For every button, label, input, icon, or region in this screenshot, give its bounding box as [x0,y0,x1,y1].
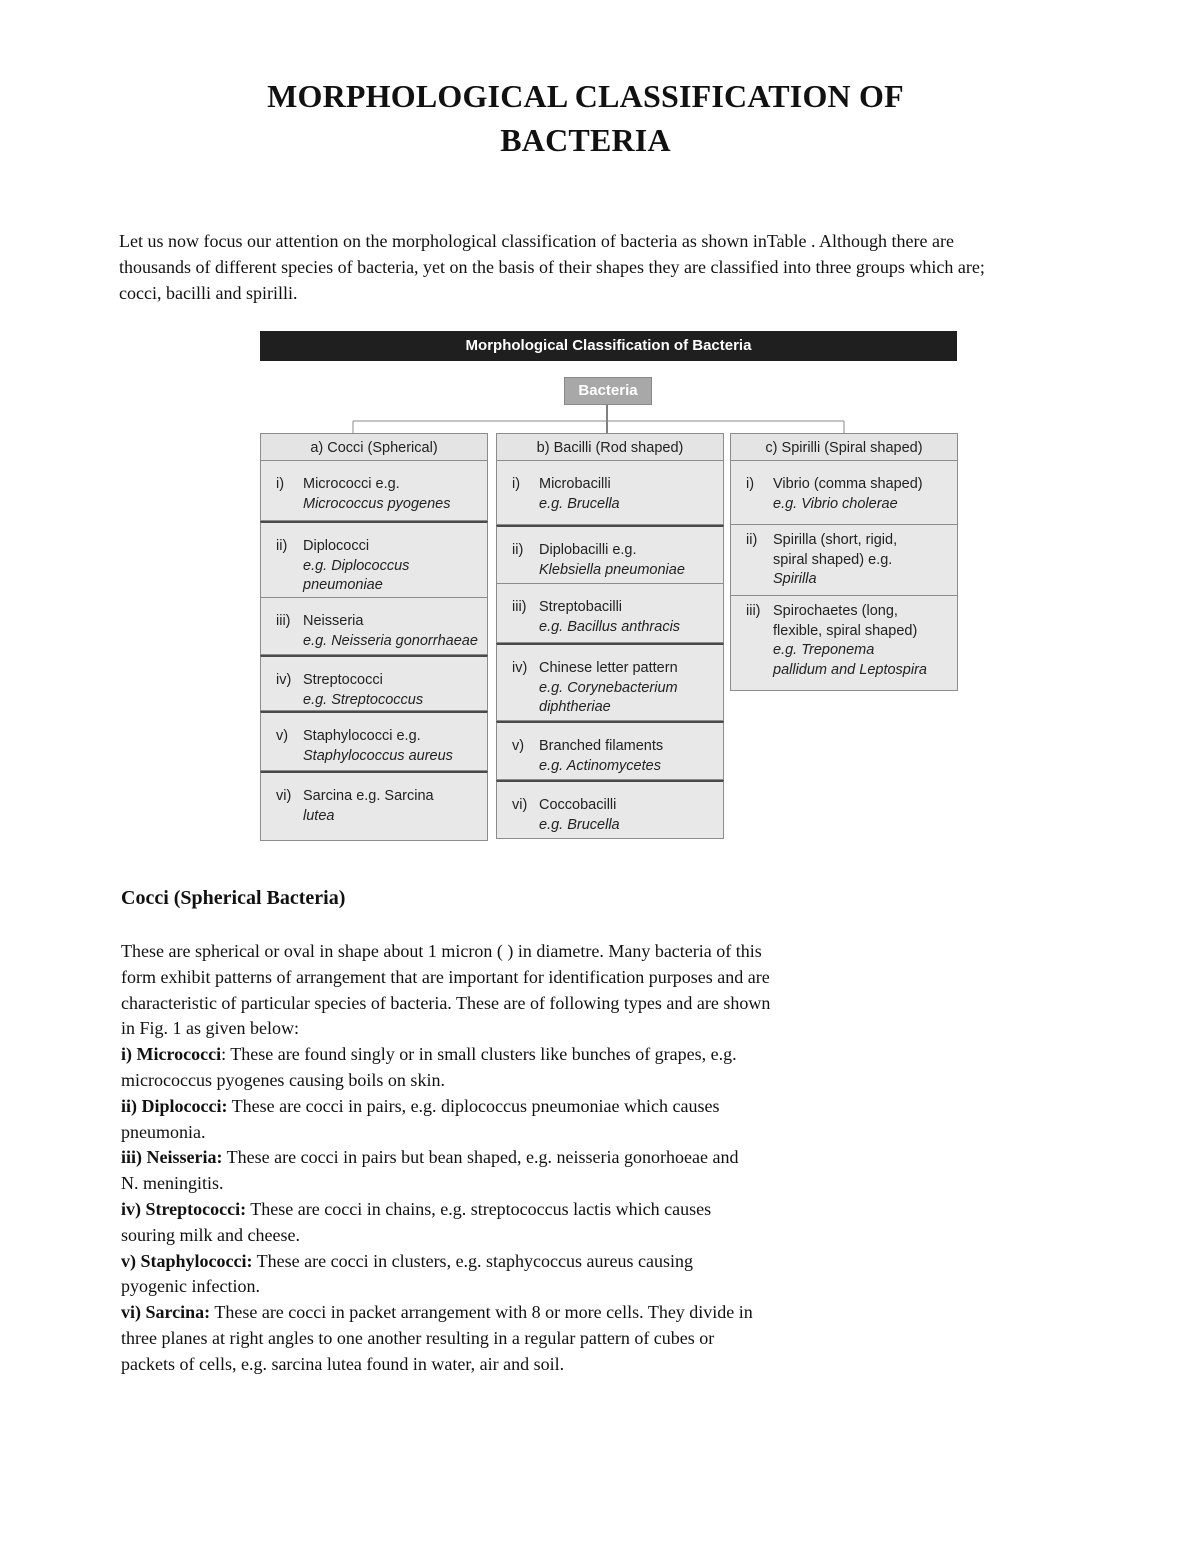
type-label: v) Staphylococci: [121,1250,253,1271]
body-line: souring milk and cheese. [121,1224,300,1245]
body-line: N. meningitis. [121,1173,224,1194]
classification-item [730,461,958,525]
item-species: e.g. Streptococcus [303,691,424,708]
item-species: e.g. Corynebacterium [539,679,678,696]
type-text: These are cocci in pairs, e.g. diplococcus pneumoniae which causes [227,1095,720,1116]
item-text: Streptobacilli [539,599,623,615]
body-line: These are spherical or oval in shape about 1 micron ( ) in diametre. Many bacteria of this [121,941,762,961]
type-text: These are cocci in clusters, e.g. staphycoccus aureus causing [252,1250,693,1271]
classification-item [260,461,488,521]
title-line-2: BACTERIA [500,122,671,158]
item-text: Microbacilli [539,476,611,492]
column-cocci [260,433,488,841]
item-species: e.g. Treponema [773,642,875,658]
type-text: These are cocci in packet arrangement with 8 or more cells. They divide in [210,1302,753,1323]
item-text: Branched filaments [539,738,664,754]
item-text: Neisseria [303,613,364,629]
type-streptococci [121,1197,921,1223]
classification-item [496,584,724,643]
item-number: v) [512,738,525,754]
item-species: e.g. Neisseria gonorrhaeae [303,632,478,649]
item-species: e.g. Diplococcus [303,557,410,574]
item-number: iv) [276,672,292,688]
item-species: e.g. Bacillus anthracis [539,618,681,635]
column-heading: a) Cocci (Spherical) [260,433,488,461]
type-label: i) Micrococci [121,1044,222,1065]
body-line: form exhibit patterns of arrangement that are important for identification purposes and are [121,966,770,987]
item-species: e.g. Brucella [539,816,620,833]
item-species: Staphylococcus aureus [303,747,453,764]
item-number: iii) [276,613,291,629]
intro-line: cocci, bacilli and spirilli. [119,283,298,303]
item-species: diphtheriae [539,699,611,715]
classification-item [730,596,958,691]
item-number: iii) [512,599,527,615]
item-number: i) [276,476,285,492]
item-number: vi) [512,797,528,813]
root-bacteria-box: Bacteria [564,377,652,405]
item-number: ii) [746,532,758,548]
classification-item [260,771,488,841]
type-label: iii) Neisseria: [121,1147,223,1168]
classification-item [496,643,724,721]
item-number: ii) [276,538,288,554]
type-text: These are cocci in pairs but bean shaped, e.g. neisseria gonorhoeae and [222,1147,739,1168]
type-label: vi) Sarcina: [121,1302,211,1323]
figure-header: Morphological Classification of Bacteria [260,331,957,361]
item-text: Diplobacilli e.g. [539,542,637,558]
item-text: flexible, spiral shaped) [773,622,918,639]
column-bacilli [496,433,724,839]
classification-item [260,521,488,598]
body-line: pneumonia. [121,1121,206,1142]
column-heading: b) Bacilli (Rod shaped) [496,433,724,461]
item-text: Staphylococci e.g. [303,728,421,744]
body-line: in Fig. 1 as given below: [121,1018,299,1039]
type-micrococci [121,1042,921,1068]
item-text: Coccobacilli [539,797,617,813]
item-species: Spirilla [773,571,817,587]
item-species: lutea [303,807,335,824]
type-label: ii) Diplococci: [121,1095,228,1116]
item-text: Chinese letter pattern [539,660,678,676]
item-number: iv) [512,660,528,676]
type-staphylococci [121,1249,921,1275]
type-sarcina [121,1300,921,1326]
item-species: pallidum and Leptospira [773,661,927,678]
item-species: Micrococcus pyogenes [303,495,451,512]
item-text: Spirochaetes (long, [773,603,898,619]
classification-item [260,711,488,771]
item-text: Streptococci [303,672,383,688]
item-number: ii) [512,542,524,558]
item-number: v) [276,728,289,744]
classification-item [496,461,724,525]
classification-item [260,598,488,655]
body-line: characteristic of particular species of bacteria. These are of following types and are shown [121,992,771,1013]
classification-item [260,655,488,711]
item-text: Vibrio (comma shaped) [773,476,923,492]
item-species: e.g. Vibrio cholerae [773,495,898,512]
classification-item [496,780,724,839]
type-text: : These are found singly or in small clusters like bunches of grapes, e.g. [221,1044,737,1065]
intro-line: Let us now focus our attention on the morphological classification of bacteria as shown inTable . Although there are [119,231,955,251]
intro-line: thousands of different species of bacteria, yet on the basis of their shapes they are classified into three groups which are; [119,257,985,277]
body-line: pyogenic infection. [121,1276,260,1297]
cocci-body [121,939,921,1378]
classification-item [730,525,958,596]
intro-paragraph [119,228,1179,306]
type-text: These are cocci in chains, e.g. streptococcus lactis which causes [246,1198,712,1219]
classification-figure [259,330,959,842]
column-spirilli [730,433,958,691]
item-text: Diplococci [303,538,370,554]
classification-item [496,525,724,584]
item-number: i) [512,476,521,492]
item-text: spiral shaped) e.g. [773,551,893,568]
body-line: three planes at right angles to one another resulting in a regular pattern of cubes or [121,1327,715,1348]
item-text: Sarcina e.g. Sarcina [303,788,434,804]
column-heading: c) Spirilli (Spiral shaped) [730,433,958,461]
section-heading-cocci: Cocci (Spherical Bacteria) [121,887,346,909]
item-number: vi) [276,788,292,804]
page-title [0,74,1171,162]
item-text: Spirilla (short, rigid, [773,532,898,548]
item-number: iii) [746,603,761,619]
type-label: iv) Streptococci: [121,1198,247,1219]
item-species: e.g. Actinomycetes [539,757,661,774]
item-species: pneumoniae [303,577,383,593]
item-text: Micrococci e.g. [303,476,400,492]
body-line: micrococcus pyogenes causing boils on skin. [121,1069,445,1090]
item-species: Klebsiella pneumoniae [539,561,685,578]
classification-item [496,721,724,780]
type-diplococci [121,1094,921,1120]
type-neisseria [121,1145,921,1171]
title-line-1: MORPHOLOGICAL CLASSIFICATION OF [267,78,904,114]
body-line: packets of cells, e.g. sarcina lutea found in water, air and soil. [121,1353,565,1374]
item-number: i) [746,476,755,492]
item-species: e.g. Brucella [539,495,620,512]
